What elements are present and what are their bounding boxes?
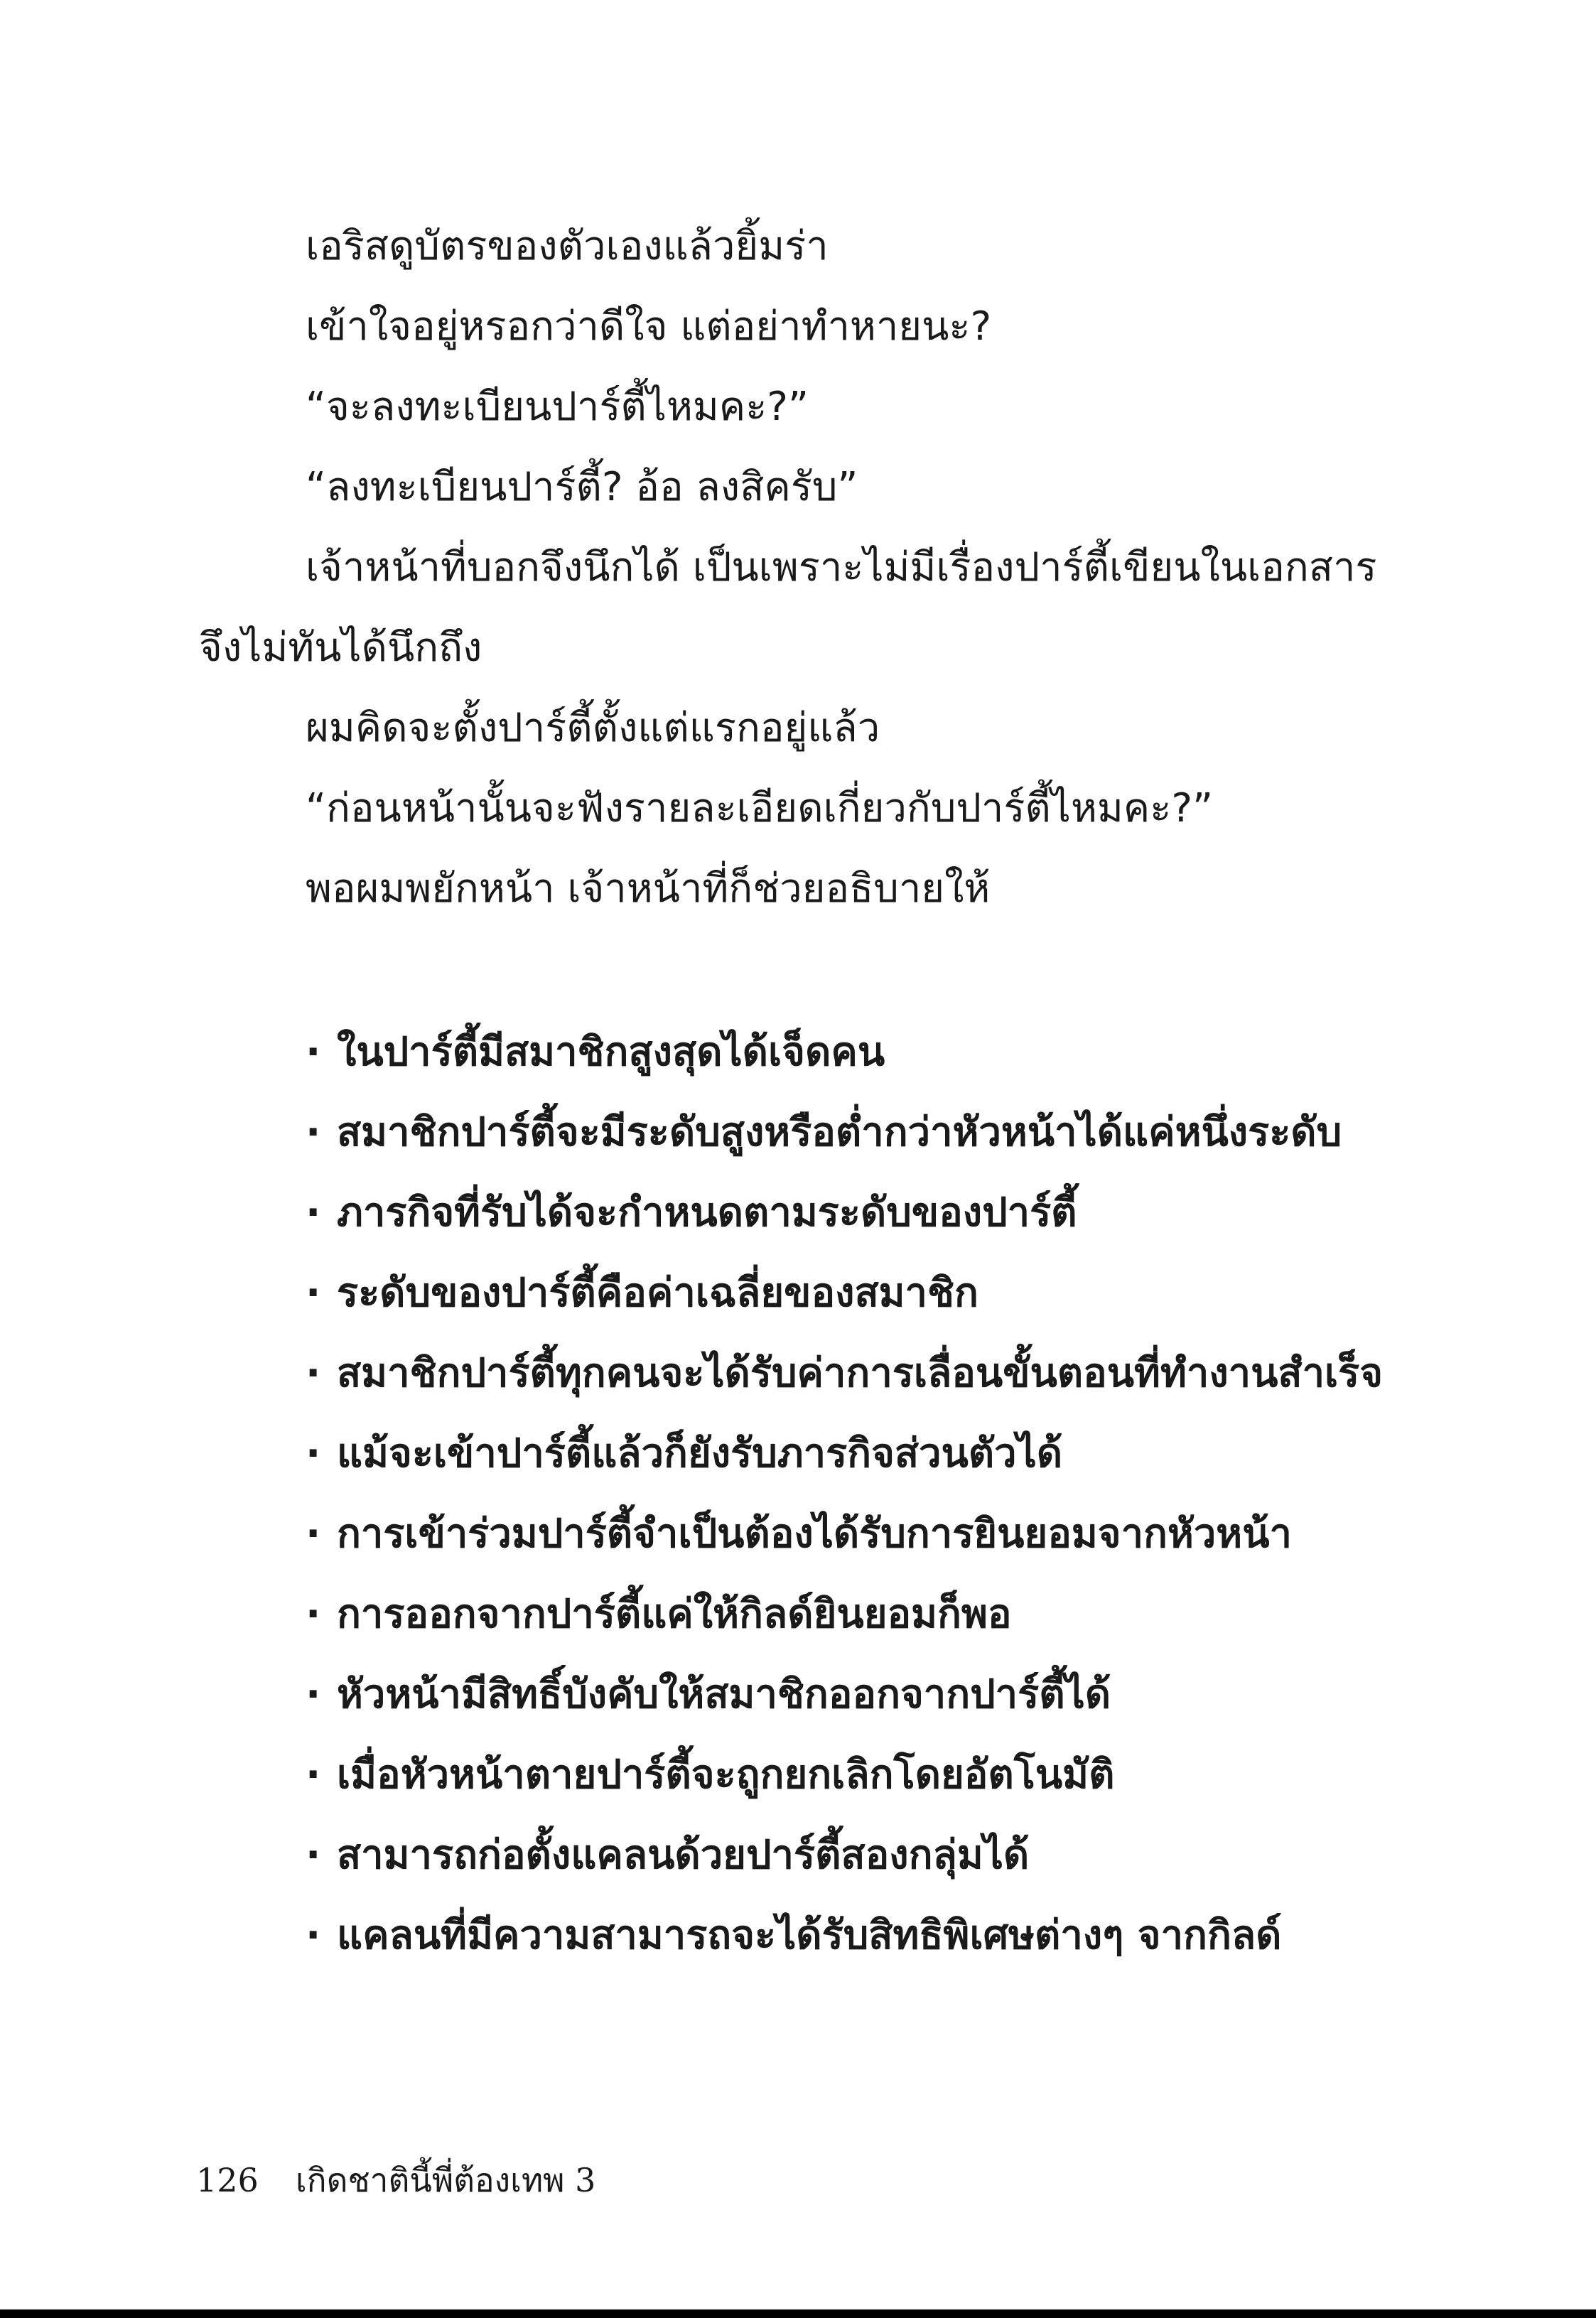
list-item: [306, 1815, 1514, 1895]
rule-text: สมาชิกปาร์ตี้ทุกคนจะได้รับค่าการเลื่อนขั้นตอนที่ทำงานสำเร็จ: [337, 1350, 1384, 1396]
bullet-icon: ·: [306, 1832, 321, 1878]
list-item: [306, 1173, 1514, 1253]
rule-text: การเข้าร่วมปาร์ตี้จำเป็นต้องได้รับการยินยอมจากหัวหน้า: [337, 1511, 1292, 1557]
page-number: 126: [196, 2161, 259, 2199]
bullet-icon: ·: [306, 1190, 321, 1236]
rule-text: แคลนที่มีความสามารถจะได้รับสิทธิพิเศษต่างๆ จากกิลด์: [337, 1912, 1282, 1958]
bullet-icon: ·: [306, 1350, 321, 1396]
list-item: [306, 1253, 1514, 1333]
list-item: [306, 1895, 1514, 1975]
bottom-divider: [0, 2309, 1596, 2318]
bullet-icon: ·: [306, 1671, 321, 1718]
rule-text: หัวหน้ามีสิทธิ์บังคับให้สมาชิกออกจากปาร์ตี้ได้: [337, 1671, 1111, 1718]
bullet-icon: ·: [306, 1511, 321, 1557]
list-item: [306, 1654, 1514, 1735]
bullet-icon: ·: [306, 1591, 321, 1637]
list-item: [306, 1494, 1514, 1574]
page-footer: [196, 2152, 595, 2209]
list-item: [306, 1092, 1514, 1173]
rule-text: การออกจากปาร์ตี้แค่ให้กิลด์ยินยอมก็พอ: [337, 1591, 1012, 1637]
prose-block: [199, 206, 1421, 929]
prose-line: “ก่อนหน้านั้นจะฟังรายละเอียดเกี่ยวกับปาร์ตี้ไหมคะ?”: [306, 785, 1214, 831]
prose-line: พอผมพยักหน้า เจ้าหน้าที่ก็ช่วยอธิบายให้: [306, 866, 991, 912]
prose-line: เจ้าหน้าที่บอกจึงนึกได้ เป็นเพราะไม่มีเรื่องปาร์ตี้เขียนในเอกสาร: [306, 544, 1377, 591]
rule-text: ภารกิจที่รับได้จะกำหนดตามระดับของปาร์ตี้: [337, 1190, 1077, 1236]
list-item: [306, 1574, 1514, 1654]
rule-text: แม้จะเข้าปาร์ตี้แล้วก็ยังรับภารกิจส่วนตัวได้: [337, 1430, 1063, 1477]
list-item: [306, 1735, 1514, 1815]
list-item: [306, 1012, 1514, 1092]
rule-text: สามารถก่อตั้งแคลนด้วยปาร์ตี้สองกลุ่มได้: [337, 1832, 1030, 1878]
prose-line: “ลงทะเบียนปาร์ตี้? อ้อ ลงสิครับ”: [306, 464, 858, 510]
bullet-icon: ·: [306, 1109, 321, 1155]
bullet-icon: ·: [306, 1270, 321, 1316]
prose-line: ผมคิดจะตั้งปาร์ตี้ตั้งแต่แรกอยู่แล้ว: [306, 705, 880, 751]
prose-line: เอริสดูบัตรของตัวเองแล้วยิ้มร่า: [306, 223, 829, 269]
rule-text: เมื่อหัวหน้าตายปาร์ตี้จะถูกยกเลิกโดยอัตโนมัติ: [337, 1752, 1115, 1798]
rule-text: ในปาร์ตี้มีสมาชิกสูงสุดได้เจ็ดคน: [337, 1029, 885, 1075]
list-item: [306, 1333, 1514, 1413]
party-rules-list: [306, 1012, 1514, 1975]
bullet-icon: ·: [306, 1430, 321, 1477]
rule-text: สมาชิกปาร์ตี้จะมีระดับสูงหรือต่ำกว่าหัวหน้าได้แค่หนึ่งระดับ: [337, 1109, 1342, 1155]
bullet-icon: ·: [306, 1029, 321, 1075]
prose-line: จึงไม่ทันได้นึกถึง: [199, 625, 482, 671]
book-title: เกิดชาตินี้พี่ต้องเทพ 3: [296, 2161, 596, 2199]
bullet-icon: ·: [306, 1912, 321, 1958]
rule-text: ระดับของปาร์ตี้คือค่าเฉลี่ยของสมาชิก: [337, 1270, 978, 1316]
list-item: [306, 1413, 1514, 1494]
prose-line: “จะลงทะเบียนปาร์ตี้ไหมคะ?”: [306, 384, 809, 430]
prose-line: เข้าใจอยู่หรอกว่าดีใจ แต่อย่าทำหายนะ?: [306, 303, 992, 350]
bullet-icon: ·: [306, 1752, 321, 1798]
